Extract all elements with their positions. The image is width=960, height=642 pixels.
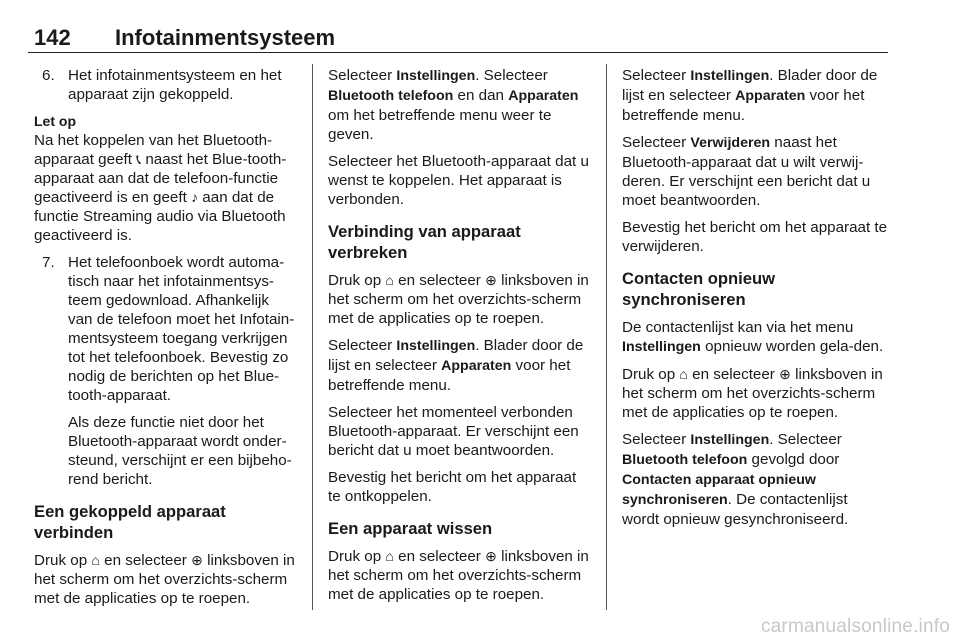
text: linksboven in het scherm om het overzichts-scherm met de applicaties op te roepen. [34,552,295,607]
watermark: carmanualsonline.info [760,616,950,637]
menu-term: Instellingen [396,68,476,84]
paragraph: Selecteer het momenteel verbonden Bluetooth-apparaat. Er verschijnt een bericht dat u moet beantwoorden. [328,404,579,459]
home-icon: ⌂ [91,552,100,568]
paragraph: Bevestig het bericht om het apparaat te ontkoppelen. [328,469,577,505]
step-number: 7. [42,254,55,271]
text: Selecteer [328,67,393,84]
menu-term: Instellingen [396,338,476,354]
text: opnieuw worden gela-den. [705,338,884,355]
step-text: Het telefoonboek wordt automa-tisch naar het infotainmentsys-teem gedownload. Afhankelijk van de telefoon moet het Infotain-mentsysteem toegang verkrijgen tot het telefoonboek. Bevestig zo nodig de berichten op het Blue-tooth-apparaat. [68,254,295,404]
page-number: 142 [34,25,71,50]
step-subtext: Als deze functie niet door het Bluetooth-apparaat wordt onder-steund, verschijnt er een bijbeho-rend bericht. [68,414,292,488]
note-title: Let op [34,113,76,129]
menu-term: Apparaten [441,358,512,374]
menu-term: Apparaten [508,88,579,104]
menu-term: Instellingen [690,432,770,448]
paragraph [622,66,888,125]
paragraph [622,318,888,357]
column-divider [312,64,313,610]
step-7 [34,253,296,489]
paragraph: Bevestig het bericht om het apparaat te verwijderen. [622,219,888,255]
text: . Selecteer [769,431,842,448]
text: Selecteer [328,337,393,354]
step-text: Het infotainmentsysteem en het apparaat zijn gekoppeld. [68,67,282,103]
home-icon: ⌂ [679,366,688,382]
menu-term: Instellingen [690,68,770,84]
paragraph [34,551,296,608]
text: Druk op [328,548,382,565]
apps-grid-icon: ⊕ [779,366,791,382]
column-3 [622,66,888,537]
paragraph [622,430,888,529]
text: . De contactenlijst wordt opnieuw gesynchroniseerd. [622,491,849,528]
text: linksboven in het scherm om het overzichts-scherm met de applicaties op te roepen. [328,272,589,327]
section-heading: Een apparaat wissen [328,519,493,538]
paragraph [328,271,590,328]
text: . Selecteer [475,67,548,84]
paragraph [328,66,590,144]
column-divider [606,64,607,610]
note-text: aan dat de functie Streaming audio via Bluetooth geactiveerd is. [34,189,286,244]
section-heading: Een gekoppeld apparaat verbinden [34,502,226,542]
paragraph [328,336,590,395]
text: . Blader door de lijst en selecteer [328,337,584,374]
note-text: Na het koppelen van het Bluetooth-apparaat geeft [34,132,273,168]
note [34,112,296,245]
text: en selecteer [398,548,481,565]
text: gevolgd door [751,451,840,468]
menu-term: Verwijderen [690,135,771,151]
phone-icon: 📞︎ [136,151,142,167]
text: voor het betreffende menu. [622,87,865,124]
column-2 [328,66,590,612]
text: voor het betreffende menu. [328,357,571,394]
text: en selecteer [692,366,775,383]
menu-term: Bluetooth telefoon [328,88,454,104]
paragraph [328,547,590,604]
section-heading: Verbinding van apparaat verbreken [328,222,521,262]
text: Druk op [328,272,382,289]
menu-term: Bluetooth telefoon [622,452,748,468]
note-text: naast het Blue-tooth-apparaat aan dat de telefoon-functie geactiveerd is en geeft [34,151,287,206]
text: Selecteer [622,431,687,448]
column-1 [34,66,296,616]
step-6 [34,66,296,104]
apps-grid-icon: ⊕ [485,272,497,288]
paragraph: Selecteer het Bluetooth-apparaat dat u wenst te koppelen. Het apparaat is verbonden. [328,153,589,208]
page-header [28,22,888,53]
paragraph [622,133,888,210]
menu-term: Instellingen [622,339,701,355]
music-note-icon: ♪ [191,189,199,205]
text: om het betreffende menu weer te geven. [328,107,552,143]
home-icon: ⌂ [385,548,394,564]
home-icon: ⌂ [385,272,394,288]
text: . Blader door de lijst en selecteer [622,67,878,104]
menu-term: Apparaten [735,88,806,104]
text: linksboven in het scherm om het overzichts-scherm met de applicaties op te roepen. [622,366,883,421]
step-number: 6. [42,67,55,84]
apps-grid-icon: ⊕ [485,548,497,564]
text: Selecteer [622,134,687,151]
text: linksboven in het scherm om het overzichts-scherm met de applicaties op te roepen. [328,548,589,603]
text: en selecteer [104,552,187,569]
chapter-title: Infotainmentsysteem [115,25,336,50]
text: en selecteer [398,272,481,289]
apps-grid-icon: ⊕ [191,552,203,568]
text: Druk op [34,552,88,569]
text: De contactenlijst kan via het menu [622,319,854,336]
text: Druk op [622,366,676,383]
menu-term: Contacten apparaat opnieuw synchroniseren [622,472,816,508]
text: naast het Bluetooth-apparaat dat u wilt verwij-deren. Er verschijnt een bericht dat u moet beantwoorden. [622,134,871,209]
paragraph [622,365,888,422]
text: en dan [457,87,504,104]
section-heading: Contacten opnieuw synchroniseren [622,269,776,309]
text: Selecteer [622,67,687,84]
